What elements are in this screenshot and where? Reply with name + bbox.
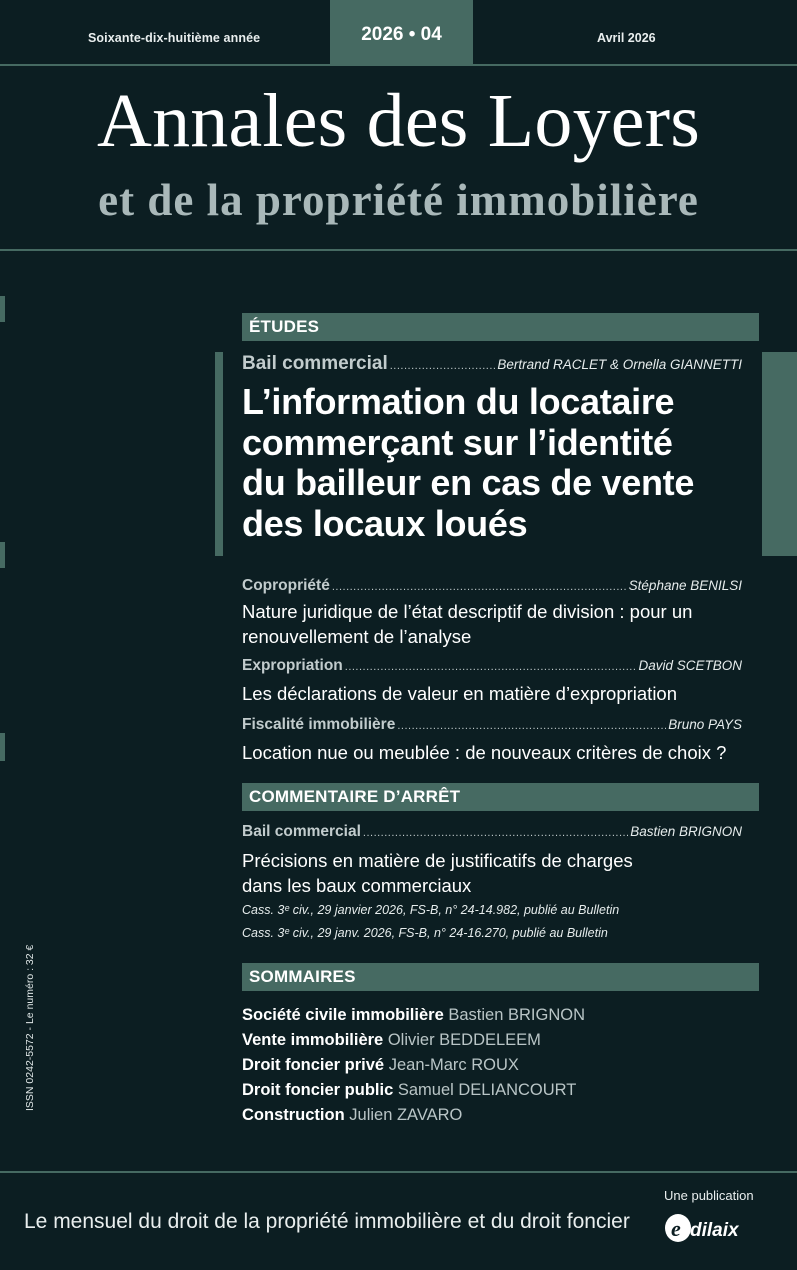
journal-subtitle: et de la propriété immobilière (98, 175, 699, 225)
divider-top (0, 64, 797, 66)
section-heading-label: ÉTUDES (249, 317, 320, 336)
leader-dots (332, 581, 627, 593)
lead-article-title (242, 382, 722, 544)
article-title (242, 599, 752, 649)
article-author: David SCETBON (638, 658, 742, 673)
article-title (242, 681, 752, 706)
sommaire-item (242, 1081, 576, 1100)
section-heading-commentaire (242, 783, 759, 811)
sommaire-item (242, 1006, 585, 1025)
sommaire-author: Olivier BEDDELEEM (387, 1031, 541, 1049)
sommaire-author: Jean-Marc ROUX (388, 1056, 519, 1074)
leader-dots (345, 661, 637, 673)
year-label: Soixante-dix-huitième année (88, 31, 261, 45)
article-byline (242, 657, 742, 675)
title-line: Nature juridique de l’état descriptif de division : pour un (242, 601, 693, 622)
sommaire-topic: Droit foncier public (242, 1081, 394, 1099)
sommaire-author: Samuel DELIANCOURT (397, 1081, 577, 1099)
lead-article-byline (242, 353, 742, 375)
article-author: Bruno PAYS (668, 717, 742, 732)
publisher-logo (664, 1206, 764, 1244)
publisher-label: Une publication (664, 1188, 754, 1203)
article-author: Bastien BRIGNON (630, 824, 742, 839)
accent-bar-right (762, 352, 797, 556)
logo-e-glyph: e (671, 1216, 681, 1241)
issn-price: ISSN 0242-5572 - Le numéro : 32 € (24, 944, 36, 1111)
title-line: des locaux loués (242, 502, 528, 544)
sommaire-item (242, 1056, 519, 1075)
sommaire-topic: Droit foncier privé (242, 1056, 385, 1074)
side-tick (0, 542, 5, 568)
sommaire-item (242, 1106, 462, 1125)
section-heading-sommaires (242, 963, 759, 991)
leader-dots (363, 827, 628, 839)
title-line: Location nue ou meublée : de nouveaux critères de choix ? (242, 742, 727, 763)
article-author: Bertrand RACLET & Ornella GIANNETTI (497, 357, 742, 372)
article-byline (242, 577, 742, 595)
sommaire-author: Julien ZAVARO (349, 1106, 463, 1124)
title-line: dans les baux commerciaux (242, 875, 472, 896)
sommaire-topic: Vente immobilière (242, 1031, 384, 1049)
article-category: Fiscalité immobilière (242, 716, 396, 733)
divider-footer (0, 1171, 797, 1173)
section-heading-label: COMMENTAIRE D’ARRÊT (249, 787, 461, 806)
title-line: Les déclarations de valeur en matière d’expropriation (242, 683, 678, 704)
article-title (242, 848, 752, 898)
sommaire-topic: Construction (242, 1106, 345, 1124)
journal-title: Annales des Loyers (97, 79, 700, 163)
article-category: Copropriété (242, 577, 330, 594)
logo-text: dilaix (690, 1220, 739, 1241)
title-line: commerçant sur l’identité (242, 421, 673, 463)
accent-bar-lead (215, 352, 223, 556)
title-line: L’information du locataire (242, 381, 675, 422)
top-bar (0, 0, 797, 66)
article-category: Expropriation (242, 657, 343, 674)
side-tick (0, 733, 5, 761)
article-category: Bail commercial (242, 353, 388, 374)
footer-tagline: Le mensuel du droit de la propriété immobilière et du droit foncier (24, 1210, 630, 1233)
sommaire-author: Bastien BRIGNON (448, 1006, 585, 1024)
leader-dots (397, 720, 666, 732)
section-heading-label: SOMMAIRES (249, 967, 356, 986)
title-line: du bailleur en cas de vente (242, 462, 695, 503)
issue-number: 2026 • 04 (361, 24, 442, 45)
article-title (242, 740, 752, 765)
issue-date: Avril 2026 (597, 31, 656, 45)
issue-box (330, 0, 473, 66)
title-line: renouvellement de l’analyse (242, 626, 472, 647)
article-category: Bail commercial (242, 823, 361, 840)
title-line: Précisions en matière de justificatifs de charges (242, 850, 633, 871)
section-heading-etudes (242, 313, 759, 341)
divider-masthead (0, 249, 797, 251)
case-reference: Cass. 3ᵉ civ., 29 janvier 2026, FS-B, n° 24-14.982, publié au Bulletin (242, 903, 620, 917)
article-byline (242, 823, 742, 841)
article-author: Stéphane BENILSI (628, 578, 742, 593)
leader-dots (390, 360, 496, 372)
article-byline (242, 716, 742, 734)
sommaire-item (242, 1031, 541, 1050)
side-tick (0, 296, 5, 322)
sommaire-topic: Société civile immobilière (242, 1006, 444, 1024)
case-reference: Cass. 3ᵉ civ., 29 janv. 2026, FS-B, n° 24-16.270, publié au Bulletin (242, 926, 608, 940)
